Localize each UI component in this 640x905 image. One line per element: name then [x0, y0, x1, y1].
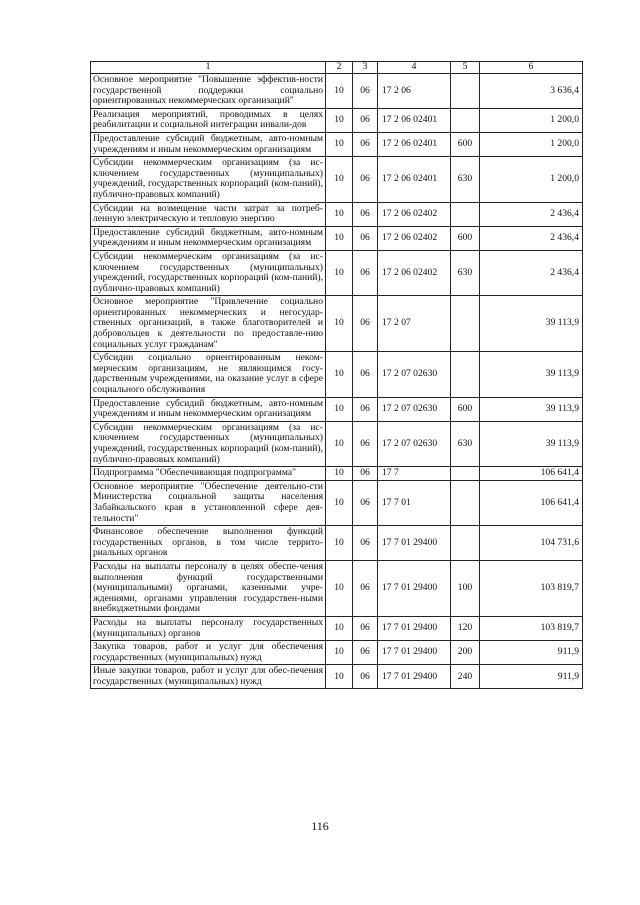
target-article-cell: 17 7 01 29400 — [378, 616, 451, 640]
section-cell: 10 — [326, 526, 353, 561]
target-article-cell: 17 7 01 — [378, 480, 451, 525]
row-name-cell: Субсидии некоммерческим организациям (за ис-ключением государственных (муниципальных) учреждений, государственных корпораций (ком-паний), публично-правовых компаний) — [91, 157, 326, 202]
section-cell: 10 — [326, 480, 353, 525]
target-article-cell: 17 7 01 29400 — [378, 560, 451, 616]
subsection-cell: 06 — [353, 397, 378, 421]
table-row — [91, 250, 583, 295]
expense-type-cell — [451, 526, 480, 561]
sum-cell: 1 200,0 — [480, 157, 583, 202]
row-name-cell: Расходы на выплаты персоналу в целях обеспе-чения выполнения функций государственными (муниципальными) органами, казенными учре-ждениями, органами управления государствен-ными внебюджетными фондами — [91, 560, 326, 616]
section-cell: 10 — [326, 226, 353, 250]
subsection-cell: 06 — [353, 157, 378, 202]
subsection-cell: 06 — [353, 480, 378, 525]
section-cell: 10 — [326, 421, 353, 466]
column-header: 3 — [353, 62, 378, 74]
expense-type-cell — [451, 480, 480, 525]
target-article-cell: 17 7 01 29400 — [378, 665, 451, 689]
budget-table — [90, 61, 583, 689]
sum-cell: 39 113,9 — [480, 352, 583, 397]
target-article-cell: 17 2 07 02630 — [378, 352, 451, 397]
subsection-cell: 06 — [353, 132, 378, 156]
expense-type-cell: 600 — [451, 132, 480, 156]
section-cell: 10 — [326, 108, 353, 132]
column-header: 4 — [378, 62, 451, 74]
subsection-cell: 06 — [353, 641, 378, 665]
expense-type-cell: 200 — [451, 641, 480, 665]
sum-cell: 103 819,7 — [480, 616, 583, 640]
sum-cell: 103 819,7 — [480, 560, 583, 616]
page-number: 116 — [311, 819, 329, 833]
table-row — [91, 296, 583, 352]
subsection-cell: 06 — [353, 526, 378, 561]
sum-cell: 3 636,4 — [480, 74, 583, 109]
target-article-cell: 17 7 — [378, 467, 451, 481]
section-cell: 10 — [326, 560, 353, 616]
row-name-cell: Основное мероприятие "Привлечение социально ориентированных некоммерческих и негосудар-ственных организаций, в также благотворителей и добровольцев к деятельности по предоставле-нию социальных услуг гражданам" — [91, 296, 326, 352]
section-cell: 10 — [326, 641, 353, 665]
subsection-cell: 06 — [353, 616, 378, 640]
target-article-cell: 17 2 07 02630 — [378, 397, 451, 421]
expense-type-cell: 240 — [451, 665, 480, 689]
budget-table-container — [90, 61, 582, 689]
section-cell: 10 — [326, 665, 353, 689]
expense-type-cell — [451, 296, 480, 352]
sum-cell: 1 200,0 — [480, 108, 583, 132]
section-cell: 10 — [326, 352, 353, 397]
section-cell: 10 — [326, 132, 353, 156]
expense-type-cell: 630 — [451, 157, 480, 202]
section-cell: 10 — [326, 397, 353, 421]
subsection-cell: 06 — [353, 665, 378, 689]
expense-type-cell — [451, 74, 480, 109]
subsection-cell: 06 — [353, 108, 378, 132]
target-article-cell: 17 7 01 29400 — [378, 526, 451, 561]
table-row — [91, 74, 583, 109]
row-name-cell: Субсидии на возмещение части затрат за потреб-ленную электрическую и тепловую энергию — [91, 202, 326, 226]
column-header: 1 — [91, 62, 326, 74]
table-row — [91, 226, 583, 250]
sum-cell: 2 436,4 — [480, 226, 583, 250]
row-name-cell: Расходы на выплаты персоналу государственных (муниципальных) органов — [91, 616, 326, 640]
table-row — [91, 665, 583, 689]
column-header: 2 — [326, 62, 353, 74]
section-cell: 10 — [326, 202, 353, 226]
table-row — [91, 467, 583, 481]
table-row — [91, 202, 583, 226]
table-row — [91, 352, 583, 397]
sum-cell: 911,9 — [480, 665, 583, 689]
row-name-cell: Субсидии социально ориентированным неком-мерческим организациям, не являющимся госу-дарственным учреждениями, на оказание услуг в сфере социального обслуживания — [91, 352, 326, 397]
section-cell: 10 — [326, 616, 353, 640]
subsection-cell: 06 — [353, 560, 378, 616]
sum-cell: 39 113,9 — [480, 296, 583, 352]
subsection-cell: 06 — [353, 202, 378, 226]
expense-type-cell: 100 — [451, 560, 480, 616]
target-article-cell: 17 2 06 02401 — [378, 108, 451, 132]
sum-cell: 39 113,9 — [480, 397, 583, 421]
expense-type-cell — [451, 108, 480, 132]
target-article-cell: 17 2 06 02401 — [378, 157, 451, 202]
expense-type-cell: 600 — [451, 226, 480, 250]
column-header: 5 — [451, 62, 480, 74]
section-cell: 10 — [326, 74, 353, 109]
table-row — [91, 641, 583, 665]
row-name-cell: Субсидии некоммерческим организациям (за ис-ключением государственных (муниципальных) учреждений, государственных корпораций (ком-паний), публично-правовых компаний) — [91, 421, 326, 466]
target-article-cell: 17 2 06 02401 — [378, 132, 451, 156]
target-article-cell: 17 2 07 02630 — [378, 421, 451, 466]
table-row — [91, 560, 583, 616]
row-name-cell: Подпрограмма "Обеспечивающая подпрограмма" — [91, 467, 326, 481]
subsection-cell: 06 — [353, 74, 378, 109]
row-name-cell: Основное мероприятие "Повышение эффектив-ности государственной поддержки социально ориентированных некоммерческих организаций" — [91, 74, 326, 109]
table-row — [91, 421, 583, 466]
row-name-cell: Основное мероприятие "Обеспечение деятельно-сти Министерства социальной защиты населения Забайкальского края в установленной сфере дея-тельности" — [91, 480, 326, 525]
section-cell: 10 — [326, 467, 353, 481]
section-cell: 10 — [326, 157, 353, 202]
target-article-cell: 17 2 06 — [378, 74, 451, 109]
section-cell: 10 — [326, 250, 353, 295]
row-name-cell: Предоставление субсидий бюджетным, авто-номным учреждениям и иным некоммерческим организациям — [91, 226, 326, 250]
subsection-cell: 06 — [353, 250, 378, 295]
sum-cell: 39 113,9 — [480, 421, 583, 466]
subsection-cell: 06 — [353, 421, 378, 466]
expense-type-cell — [451, 467, 480, 481]
table-row — [91, 157, 583, 202]
table-row — [91, 616, 583, 640]
sum-cell: 911,9 — [480, 641, 583, 665]
table-header-row — [91, 62, 583, 74]
subsection-cell: 06 — [353, 296, 378, 352]
sum-cell: 106 641,4 — [480, 467, 583, 481]
expense-type-cell — [451, 352, 480, 397]
row-name-cell: Иные закупки товаров, работ и услуг для обес-печения государственных (муниципальных) нужд — [91, 665, 326, 689]
sum-cell: 2 436,4 — [480, 202, 583, 226]
table-row — [91, 397, 583, 421]
target-article-cell: 17 2 07 — [378, 296, 451, 352]
subsection-cell: 06 — [353, 352, 378, 397]
sum-cell: 2 436,4 — [480, 250, 583, 295]
row-name-cell: Субсидии некоммерческим организациям (за ис-ключением государственных (муниципальных) учреждений, государственных корпораций (ком-паний), публично-правовых компаний) — [91, 250, 326, 295]
row-name-cell: Финансовое обеспечение выполнения функций государственных органов, в том числе террито-риальных органов — [91, 526, 326, 561]
section-cell: 10 — [326, 296, 353, 352]
sum-cell: 1 200,0 — [480, 132, 583, 156]
expense-type-cell: 630 — [451, 421, 480, 466]
row-name-cell: Предоставление субсидий бюджетным, авто-номным учреждениям и иным некоммерческим организациям — [91, 397, 326, 421]
table-row — [91, 108, 583, 132]
subsection-cell: 06 — [353, 226, 378, 250]
target-article-cell: 17 2 06 02402 — [378, 202, 451, 226]
target-article-cell: 17 2 06 02402 — [378, 226, 451, 250]
table-row — [91, 132, 583, 156]
subsection-cell: 06 — [353, 467, 378, 481]
row-name-cell: Предоставление субсидий бюджетным, авто-номным учреждениям и иным некоммерческим организациям — [91, 132, 326, 156]
expense-type-cell: 120 — [451, 616, 480, 640]
table-row — [91, 480, 583, 525]
row-name-cell: Закупка товаров, работ и услуг для обеспечения государственных (муниципальных) нужд — [91, 641, 326, 665]
row-name-cell: Реализация мероприятий, проводимых в целях реабилитации и социальной интеграции инвали-дов — [91, 108, 326, 132]
sum-cell: 104 731,6 — [480, 526, 583, 561]
column-header: 6 — [480, 62, 583, 74]
expense-type-cell: 600 — [451, 397, 480, 421]
expense-type-cell: 630 — [451, 250, 480, 295]
expense-type-cell — [451, 202, 480, 226]
target-article-cell: 17 2 06 02402 — [378, 250, 451, 295]
target-article-cell: 17 7 01 29400 — [378, 641, 451, 665]
sum-cell: 106 641,4 — [480, 480, 583, 525]
table-row — [91, 526, 583, 561]
